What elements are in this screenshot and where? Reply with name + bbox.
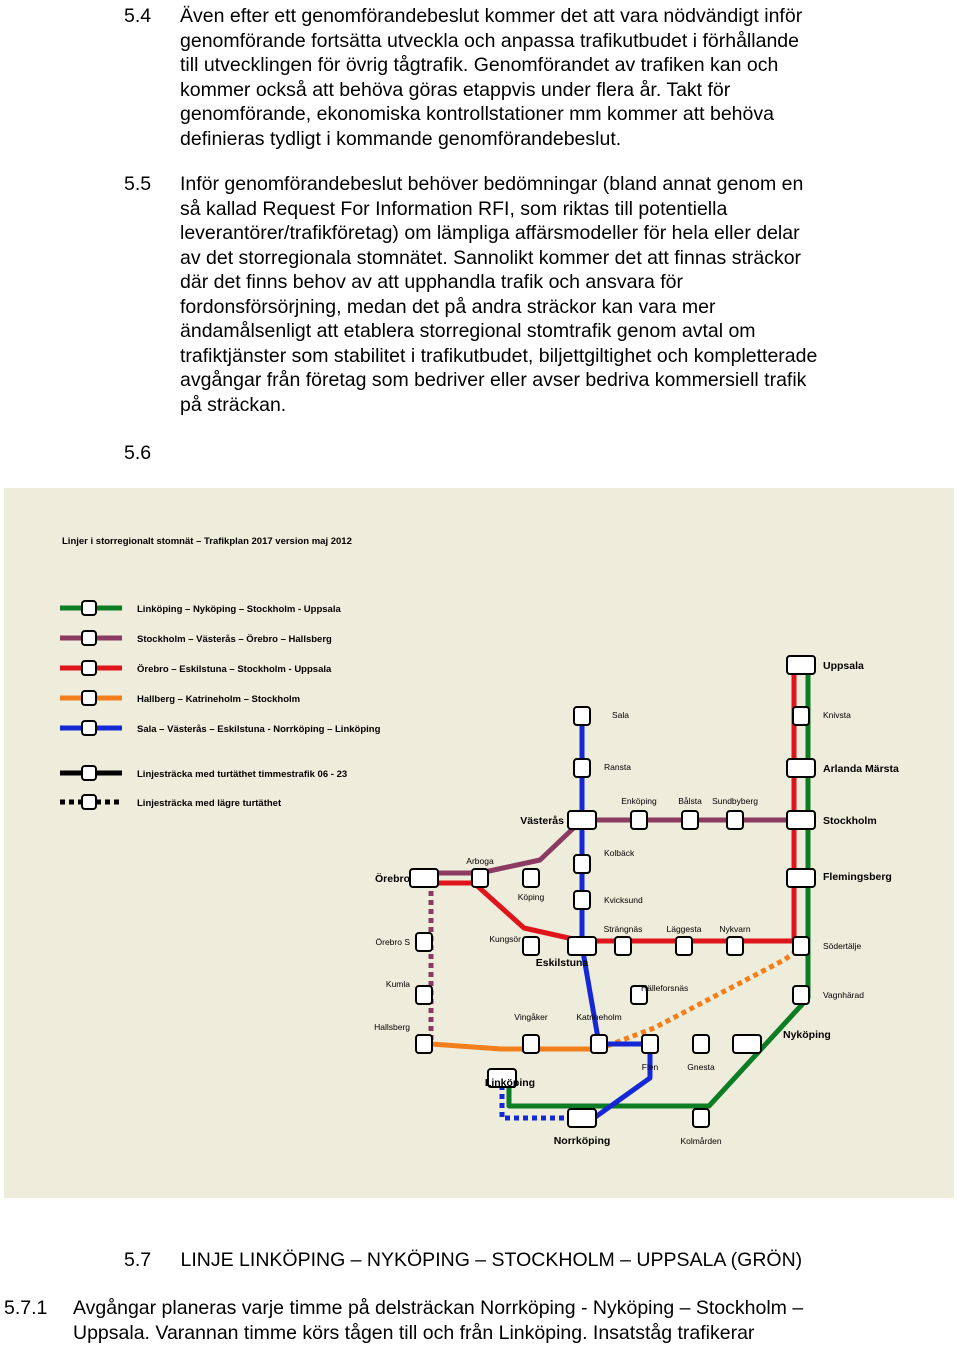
station-strangnas-label: Strängnäs — [603, 924, 643, 934]
station-orebro-label: Örebro — [374, 873, 410, 885]
station-nykvarn-label: Nykvarn — [719, 924, 751, 934]
station-norrkoping-label: Norrköping — [553, 1135, 611, 1147]
station-stockholm-label: Stockholm — [823, 815, 877, 827]
station-vingaker-marker — [523, 1035, 539, 1053]
legend-label: Örebro – Eskilstuna – Stockholm - Uppsala — [137, 664, 332, 675]
station-arlanda-label: Arlanda Märsta — [823, 763, 899, 775]
legend-label: Linköping – Nyköping – Stockholm - Uppsala — [137, 604, 341, 615]
section-number: 5.4 — [124, 5, 152, 27]
map-title: Linjer i storregionalt stomnät – Trafikplan 2017 version maj 2012 — [62, 536, 352, 547]
legend-label: Linjesträcka med turtäthet timmestrafik 06 - 23 — [137, 769, 348, 780]
legend-station-marker — [82, 691, 96, 705]
text-line: genomförande fortsätta utveckla och anpassa trafikutbudet i förhållande — [180, 29, 799, 52]
text-line: Inför genomförandebeslut behöver bedömningar (bland annat genom en — [180, 173, 804, 195]
section-text — [73, 1296, 933, 1345]
station-laggesta-label: Läggesta — [666, 924, 702, 934]
map-background — [4, 488, 954, 1198]
station-kolback-label: Kolbäck — [604, 848, 635, 858]
station-kolmarden-marker — [693, 1109, 709, 1127]
station-kolmarden-label: Kolmården — [680, 1136, 722, 1146]
station-strangnas-marker — [615, 937, 631, 955]
section-text — [180, 172, 880, 417]
station-kvicksund-marker — [574, 891, 590, 909]
network-map — [4, 488, 954, 1198]
text-line: trafiktjänster som stabilitet i trafikutbudet, biljettgiltighet och kompletterade — [180, 344, 818, 367]
station-katrineholm-label: Katrineholm — [576, 1012, 622, 1022]
section-text — [180, 4, 880, 151]
section-number: 5.7.1 — [4, 1297, 48, 1319]
legend-station-marker — [82, 766, 96, 780]
station-flen-label: Flen — [641, 1062, 659, 1072]
legend-station-marker — [82, 601, 96, 615]
legend-station-marker — [82, 661, 96, 675]
text-line: avgångar från företag som bedriver eller avser bedriva kommersiell trafik — [180, 369, 807, 391]
station-orebros-marker — [416, 933, 432, 951]
station-kumla-label: Kumla — [385, 979, 410, 989]
text-line: definieras tydligt i kommande genomförandebeslut. — [180, 127, 622, 150]
station-eskilstuna-marker — [568, 937, 596, 955]
station-koping-marker — [523, 869, 539, 887]
station-orebros-label: Örebro S — [375, 937, 410, 947]
text-line: fordonsförsörjning, medan det på andra sträckor kan vara mer — [180, 295, 716, 318]
station-vagnharad-label: Vagnhärad — [823, 990, 864, 1000]
network-map-graphic — [4, 488, 954, 1198]
station-nykoping-marker — [733, 1035, 761, 1053]
text-line: leverantörer/trafikföretag) om lämpliga affärsmodeller för hela eller delar — [180, 222, 800, 244]
station-hallsberg-label: Hallsberg — [374, 1022, 410, 1032]
station-sundbyberg-marker — [727, 811, 743, 829]
legend-station-marker — [82, 795, 96, 809]
station-vasteras-marker — [568, 811, 596, 829]
station-flemingsberg-label: Flemingsberg — [823, 871, 892, 883]
station-sala-label: Sala — [612, 710, 630, 720]
legend-label: Linjesträcka med lägre turtäthet — [137, 798, 282, 809]
station-vagnharad-marker — [793, 986, 809, 1004]
station-flemingsberg-marker — [787, 869, 815, 887]
station-linkoping-label: Linköping — [484, 1077, 536, 1089]
station-kolback-marker — [574, 855, 590, 873]
station-eskilstuna-label: Eskilstuna — [535, 957, 589, 969]
text-line: så kallad Request For Information RFI, som riktas till potentiella — [180, 197, 728, 220]
station-nykvarn-marker — [727, 937, 743, 955]
station-gnesta-marker — [693, 1035, 709, 1053]
station-uppsala-marker — [787, 656, 815, 674]
station-halleforsnas-label: Hälleforsnäs — [641, 983, 689, 993]
station-kungsor-marker — [523, 937, 539, 955]
station-ransta-marker — [574, 759, 590, 777]
station-orebro-marker — [410, 869, 438, 887]
legend-label: Sala – Västerås – Eskilstuna - Norrköping – Linköping — [137, 724, 381, 735]
station-kumla-marker — [416, 986, 432, 1004]
section-number: 5.6 — [124, 442, 152, 464]
station-sundbyberg-label: Sundbyberg — [712, 796, 758, 806]
station-balsta-label: Bålsta — [678, 796, 702, 806]
station-ransta-label: Ransta — [604, 762, 631, 772]
station-kungsor-label: Kungsör — [489, 934, 521, 944]
station-kvicksund-label: Kvicksund — [604, 895, 643, 905]
station-arboga-label: Arboga — [466, 856, 494, 866]
text-line: till utvecklingen för övrig tågtrafik. Genomförandet av trafiken kan och — [180, 54, 779, 76]
station-knivsta-marker — [793, 707, 809, 725]
station-sodertalje-label: Södertälje — [823, 941, 862, 951]
station-stockholm-marker — [787, 811, 815, 829]
station-knivsta-label: Knivsta — [823, 710, 851, 720]
station-gnesta-label: Gnesta — [687, 1062, 715, 1072]
station-flen-marker — [642, 1035, 658, 1053]
station-hallsberg-marker — [416, 1035, 432, 1053]
text-line: kommer också att behöva göras etappvis under flera år. Takt för — [180, 78, 731, 101]
text-line: på sträckan. — [180, 393, 287, 416]
station-enkoping-label: Enköping — [621, 796, 657, 806]
station-norrkoping-marker — [568, 1109, 596, 1127]
station-arlanda-marker — [787, 759, 815, 777]
station-katrineholm-marker — [591, 1035, 607, 1053]
station-sodertalje-marker — [793, 937, 809, 955]
section-title: LINJE LINKÖPING – NYKÖPING – STOCKHOLM – UPPSALA (GRÖN) — [180, 1249, 803, 1271]
legend-label: Stockholm – Västerås – Örebro – Hallsberg — [137, 634, 332, 645]
text-line: genomförande, ekonomiska kontrollstationer mm kommer att behöva — [180, 103, 774, 125]
legend-label: Hallberg – Katrineholm – Stockholm — [137, 694, 301, 705]
section-5-7 — [124, 1248, 802, 1272]
text-line: av det storregionala stomnätet. Sannolikt kommer det att finnas sträckor — [180, 246, 802, 269]
legend-station-marker — [82, 631, 96, 645]
text-line: Avgångar planeras varje timme på delsträckan Norrköping - Nyköping – Stockholm – — [73, 1297, 804, 1319]
station-balsta-marker — [682, 811, 698, 829]
section-number: 5.7 — [124, 1249, 152, 1271]
text-line: där det finns behov av att upphandla trafik och ansvara för — [180, 271, 683, 293]
legend-station-marker — [82, 721, 96, 735]
text-line: Även efter ett genomförandebeslut kommer det att vara nödvändigt inför — [180, 5, 803, 27]
station-enkoping-marker — [631, 811, 647, 829]
text-line: ändamålsenligt att etablera storregional stomtrafik genom avtal om — [180, 320, 756, 342]
station-sala-marker — [574, 707, 590, 725]
station-nykoping-label: Nyköping — [783, 1029, 831, 1041]
station-uppsala-label: Uppsala — [823, 660, 864, 672]
text-line: Uppsala. Varannan timme körs tågen till och från Linköping. Insatståg trafikerar — [73, 1321, 755, 1344]
station-vingaker-label: Vingåker — [514, 1012, 548, 1022]
station-laggesta-marker — [676, 937, 692, 955]
section-number: 5.5 — [124, 173, 152, 195]
station-arboga-marker — [472, 869, 488, 887]
station-vasteras-label: Västerås — [520, 815, 564, 827]
station-koping-label: Köping — [517, 892, 545, 902]
